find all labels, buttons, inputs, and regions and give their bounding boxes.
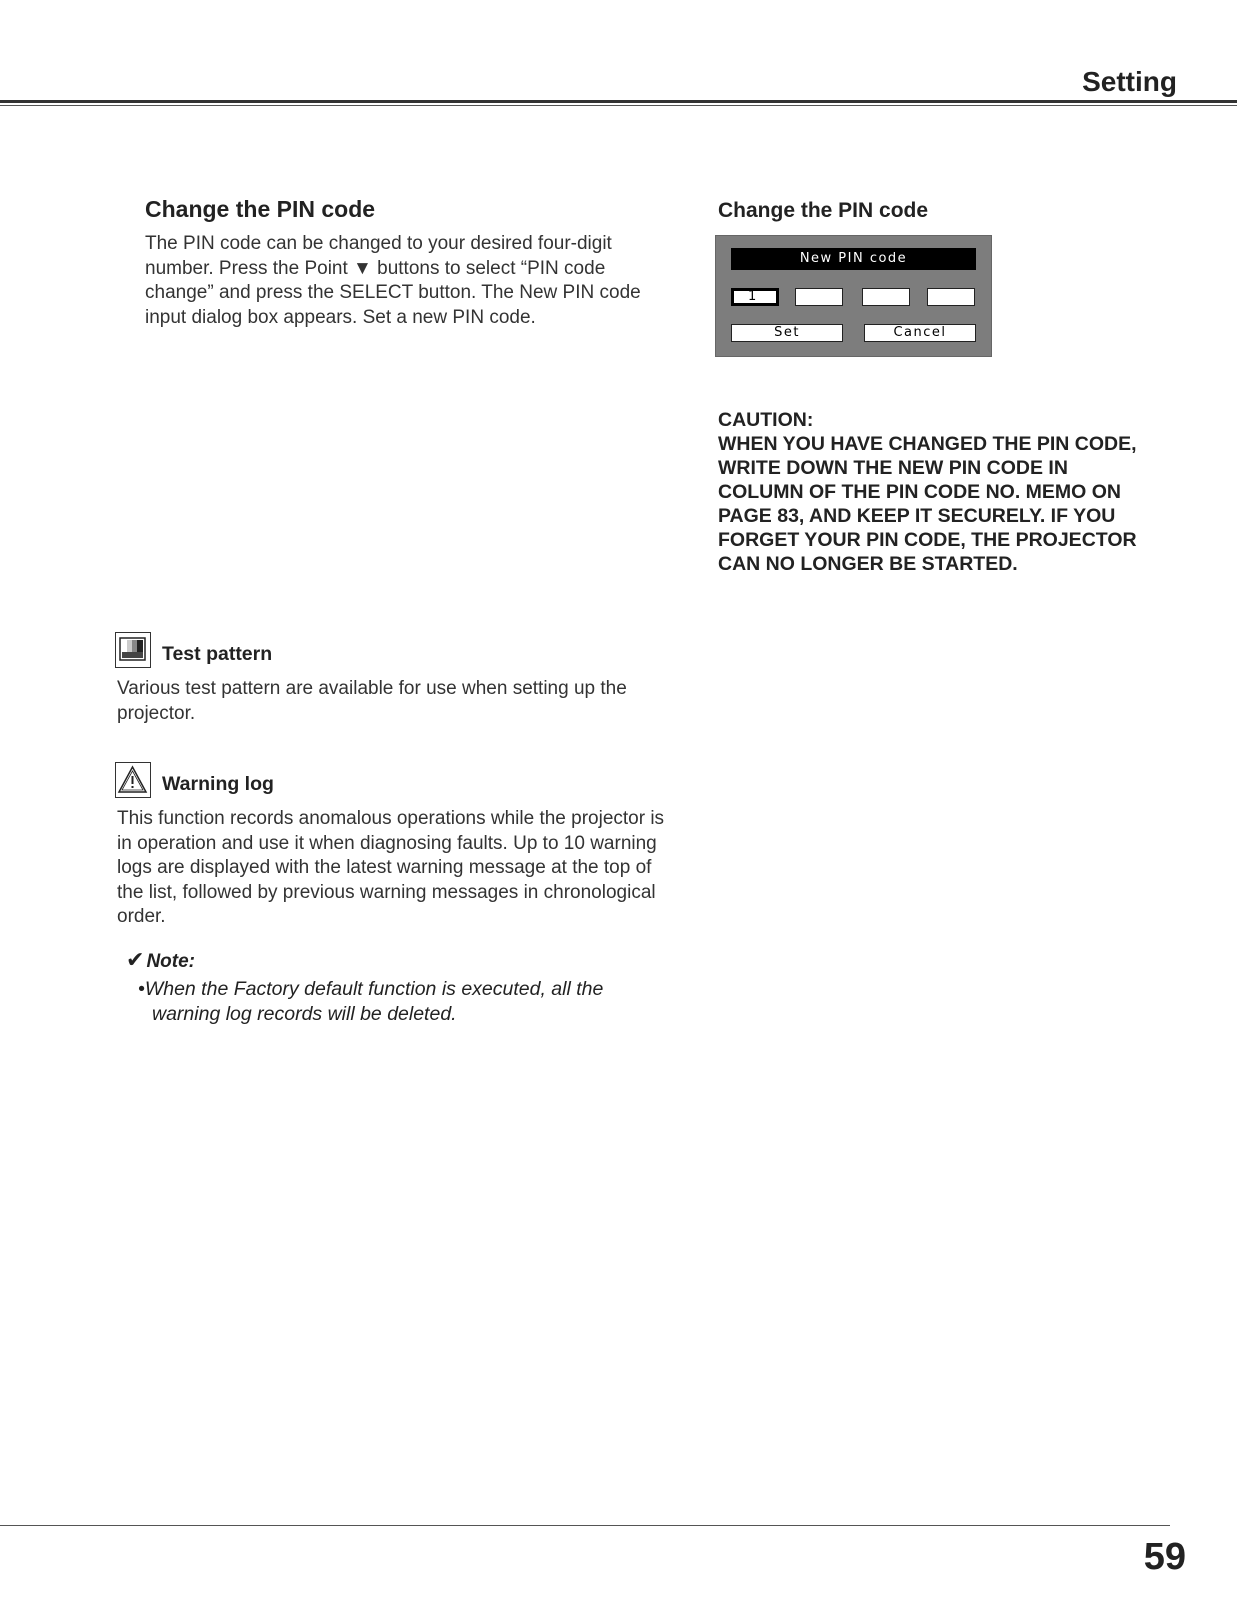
warning-triangle-icon — [115, 762, 151, 798]
note-label — [126, 947, 195, 973]
set-button[interactable]: Set — [731, 324, 843, 342]
caution-block — [718, 408, 1138, 576]
test-pattern-icon — [115, 632, 151, 668]
pin-digit-4[interactable] — [927, 288, 975, 306]
new-pin-dialog — [715, 235, 992, 357]
cancel-button[interactable]: Cancel — [864, 324, 976, 342]
warning-log-title: Warning log — [162, 773, 274, 795]
pin-digit-1[interactable]: 1 — [731, 288, 779, 306]
test-pattern-title: Test pattern — [162, 643, 273, 665]
test-pattern-icon-graphic — [116, 633, 149, 666]
checkmark-icon: ✔ — [126, 947, 145, 972]
dialog-title: New PIN code — [731, 248, 976, 270]
note-label-text: Note: — [146, 951, 195, 972]
header-divider-thin — [0, 105, 1237, 106]
page-number: 59 — [1143, 1536, 1186, 1578]
change-pin-heading: Change the PIN code — [145, 196, 376, 222]
warning-triangle-icon-graphic — [116, 763, 149, 796]
header-divider — [0, 100, 1237, 103]
pin-digit-3[interactable] — [862, 288, 910, 306]
note-item: •When the Factory default function is executed, all the warning log records will be deleted. — [138, 978, 604, 1025]
page-section-title: Setting — [1082, 66, 1177, 97]
dialog-caption: Change the PIN code — [718, 199, 929, 222]
caution-title: CAUTION: — [718, 409, 814, 431]
warning-log-description: This function records anomalous operations while the projector is in operation and use it when diagnosing faults. Up to 10 warning logs are displayed with the latest warning message at the top of the list, followed by previous warning messages in chronological order. — [117, 808, 665, 927]
footer-divider — [0, 1525, 1170, 1526]
pin-digit-2[interactable] — [795, 288, 843, 306]
test-pattern-description: Various test pattern are available for use when setting up the projector. — [117, 678, 627, 724]
caution-body: WHEN YOU HAVE CHANGED THE PIN CODE, WRITE DOWN THE NEW PIN CODE IN COLUMN OF THE PIN CODE NO. MEMO ON PAGE 83, AND KEEP IT SECURELY. IF YOU FORGET YOUR PIN CODE, THE PROJECTOR CAN NO LONGER BE STARTED. — [718, 433, 1137, 575]
change-pin-description: The PIN code can be changed to your desired four-digit number. Press the Point ▼ buttons to select “PIN code change” and press the SELECT button. The New PIN code input dialog box appears. Set a new PIN code. — [145, 233, 641, 328]
